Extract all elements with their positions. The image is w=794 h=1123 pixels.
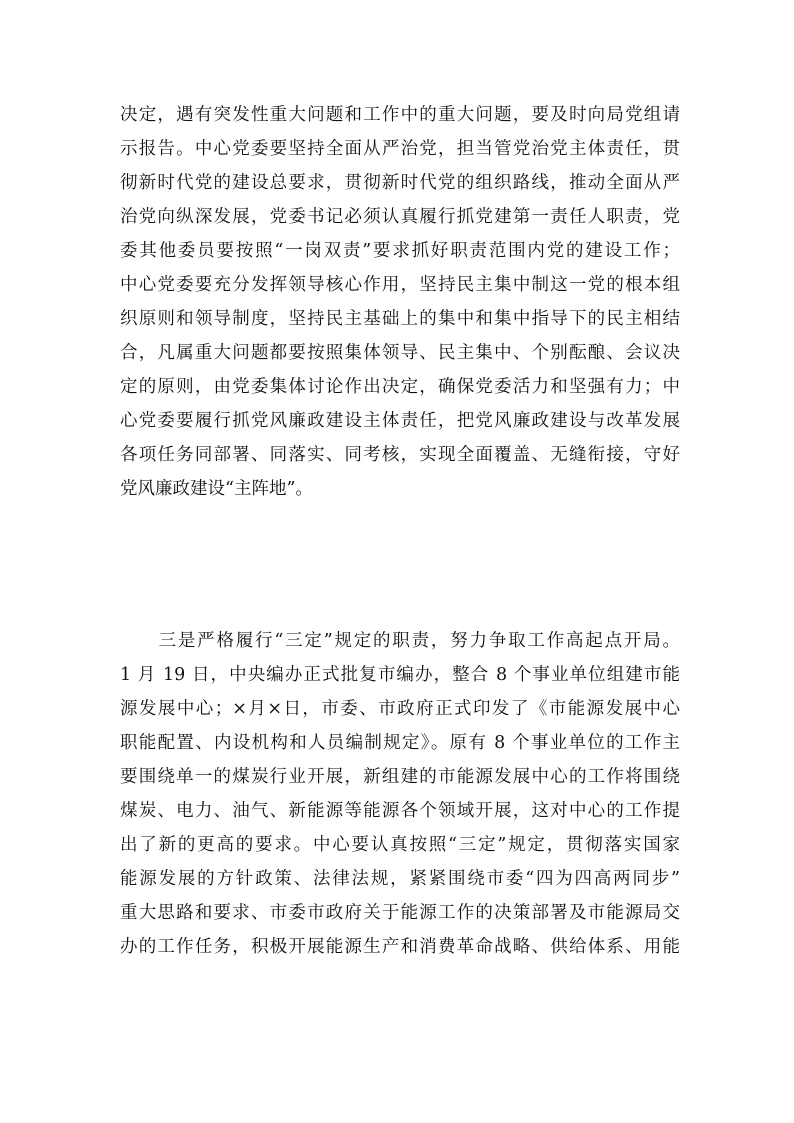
paragraph-party-committee-duties [120, 98, 680, 506]
text-line: 源发展中心；×月×日，市委、市政府正式印发了《市能源发展中心 [120, 699, 680, 719]
text-line: 1 月 19 日，中央编办正式批复市编办，整合 8 个事业单位组建市能 [120, 665, 680, 685]
text-line: 心党委要履行抓党风廉政建设主体责任，把党风廉政建设与改革发展 [120, 411, 680, 431]
paragraph-three-determinations [120, 624, 680, 964]
text-line: 重大思路和要求、市委市政府关于能源工作的决策部署及市能源局交 [120, 903, 680, 923]
text-line: 织原则和领导制度，坚持民主基础上的集中和集中指导下的民主相结 [120, 309, 680, 329]
text-line: 出了新的更高的要求。中心要认真按照“三定”规定，贯彻落实国家 [120, 835, 680, 855]
text-line: 示报告。中心党委要坚持全面从严治党，担当管党治党主体责任，贯 [120, 139, 680, 159]
text-line: 三是严格履行“三定”规定的职责，努力争取工作高起点开局。 [120, 631, 680, 651]
text-line: 委其他委员要按照“一岗双责”要求抓好职责范围内党的建设工作； [120, 241, 680, 261]
text-line: 各项任务同部署、同落实、同考核，实现全面覆盖、无缝衔接，守好 [120, 445, 680, 465]
text-line: 职能配置、内设机构和人员编制规定》。原有 8 个事业单位的工作主 [120, 733, 680, 753]
text-line: 合，凡属重大问题都要按照集体领导、民主集中、个别酝酿、会议决 [120, 343, 680, 363]
text-line: 要围绕单一的煤炭行业开展，新组建的市能源发展中心的工作将围绕 [120, 767, 680, 787]
text-line: 治党向纵深发展，党委书记必须认真履行抓党建第一责任人职责，党 [120, 207, 680, 227]
text-line: 彻新时代党的建设总要求，贯彻新时代党的组织路线，推动全面从严 [120, 173, 680, 193]
text-line: 办的工作任务，积极开展能源生产和消费革命战略、供给体系、用能 [120, 937, 680, 957]
text-line: 决定，遇有突发性重大问题和工作中的重大问题，要及时向局党组请 [120, 105, 680, 125]
text-line: 中心党委要充分发挥领导核心作用，坚持民主集中制这一党的根本组 [120, 275, 680, 295]
text-line: 能源发展的方针政策、法律法规，紧紧围绕市委“四为四高两同步” [120, 869, 680, 889]
text-line: 党风廉政建设“主阵地”。 [120, 479, 313, 499]
text-line: 定的原则，由党委集体讨论作出决定，确保党委活力和坚强有力；中 [120, 377, 680, 397]
text-line: 煤炭、电力、油气、新能源等能源各个领域开展，这对中心的工作提 [120, 801, 680, 821]
